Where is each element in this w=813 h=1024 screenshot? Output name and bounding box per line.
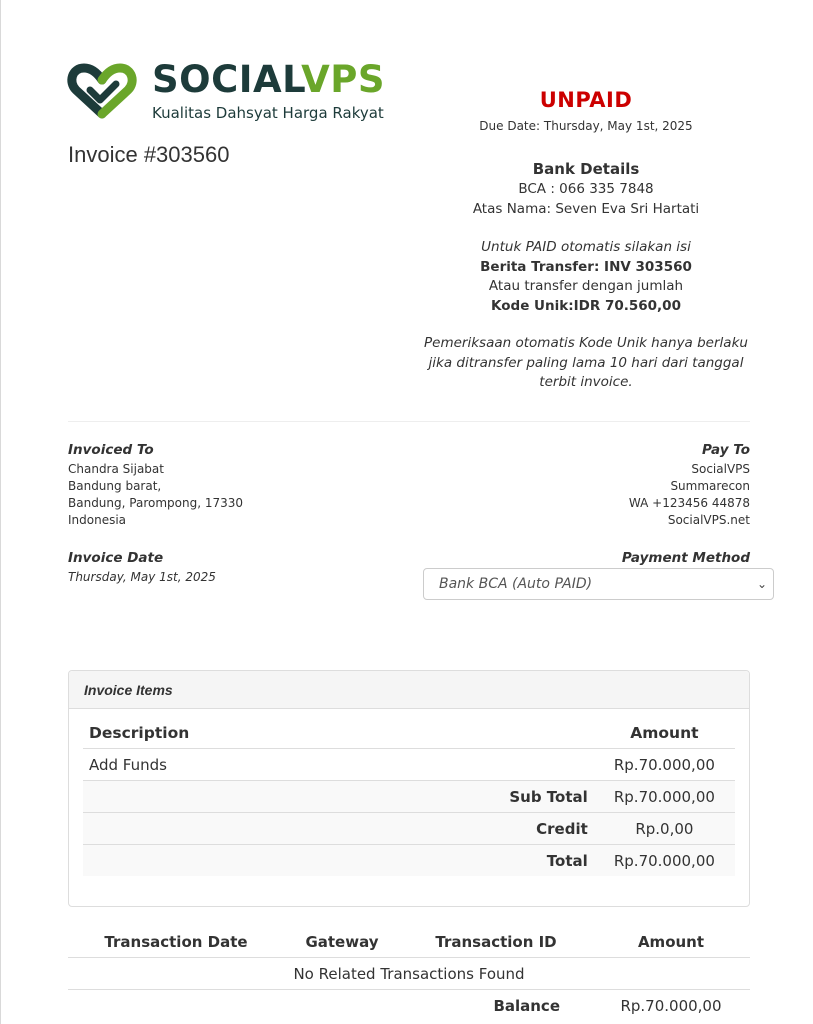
invoice-items-table bbox=[83, 717, 735, 876]
invoice-items-panel bbox=[68, 670, 750, 907]
invoiced-to-label: Invoiced To bbox=[68, 442, 154, 458]
notice-line-2: jika ditransfer paling lama 10 hari dari tanggal bbox=[428, 355, 744, 371]
bank-note-amount: Atau transfer dengan jumlah bbox=[488, 278, 684, 294]
divider bbox=[68, 421, 750, 422]
total-value: Rp.70.000,00 bbox=[594, 845, 735, 877]
pay-to-address: SocialVPS Summarecon WA +123456 44878 SocialVPS.net bbox=[628, 462, 750, 527]
credit-label: Credit bbox=[83, 813, 594, 845]
payment-method-label: Payment Method bbox=[621, 550, 750, 566]
pay-to-label: Pay To bbox=[702, 442, 750, 458]
subtotal-value: Rp.70.000,00 bbox=[594, 781, 735, 813]
table-header-row bbox=[83, 717, 735, 749]
subtotal-label: Sub Total bbox=[83, 781, 594, 813]
invoice-date-value: Thursday, May 1st, 2025 bbox=[68, 570, 216, 584]
panel-title: Invoice Items bbox=[84, 682, 173, 698]
bank-account: BCA : 066 335 7848 bbox=[518, 181, 654, 197]
chevron-down-icon: ⌄ bbox=[756, 577, 767, 591]
due-date: Due Date: Thursday, May 1st, 2025 bbox=[479, 119, 693, 133]
total-row bbox=[83, 845, 735, 877]
transaction-amount-header: Amount bbox=[637, 932, 705, 951]
brand-name: SOCIALVPS bbox=[152, 58, 386, 101]
page-border bbox=[0, 0, 1, 1024]
brand-logo bbox=[66, 58, 406, 126]
balance-label: Balance bbox=[68, 990, 592, 1022]
total-label: Total bbox=[83, 845, 594, 877]
amount-header: Amount bbox=[630, 723, 699, 742]
transaction-id-header: Transaction ID bbox=[435, 932, 557, 951]
empty-row bbox=[68, 958, 750, 990]
heart-logo-icon bbox=[66, 62, 138, 122]
notice-line-1: Pemeriksaan otomatis Kode Unik hanya berlaku bbox=[424, 335, 748, 351]
notice-line-3: terbit invoice. bbox=[539, 374, 633, 390]
status-badge: UNPAID bbox=[539, 88, 633, 112]
no-transactions-message: No Related Transactions Found bbox=[68, 958, 750, 990]
credit-row bbox=[83, 813, 735, 845]
table-row bbox=[83, 749, 735, 781]
unique-code: Kode Unik:IDR 70.560,00 bbox=[491, 298, 681, 314]
balance-row bbox=[68, 990, 750, 1022]
invoice-date-label: Invoice Date bbox=[68, 550, 164, 566]
panel-header bbox=[69, 671, 749, 709]
transfer-reference: Berita Transfer: INV 303560 bbox=[480, 259, 692, 275]
invoiced-to-address: Chandra Sijabat Bandung barat, Bandung, Parompong, 17330 Indonesia bbox=[68, 462, 244, 527]
item-description: Add Funds bbox=[83, 749, 594, 781]
gateway-header: Gateway bbox=[305, 932, 379, 951]
transaction-date-header: Transaction Date bbox=[104, 932, 248, 951]
balance-value: Rp.70.000,00 bbox=[592, 990, 750, 1022]
transactions-header-row bbox=[68, 926, 750, 958]
transactions-table bbox=[68, 926, 750, 1021]
bank-details-title: Bank Details bbox=[532, 160, 640, 178]
brand-tagline: Kualitas Dahsyat Harga Rakyat bbox=[152, 104, 384, 122]
bank-holder: Atas Nama: Seven Eva Sri Hartati bbox=[472, 201, 700, 217]
subtotal-row bbox=[83, 781, 735, 813]
item-amount: Rp.70.000,00 bbox=[594, 749, 735, 781]
payment-method-select[interactable] bbox=[423, 568, 774, 600]
payment-method-value: Bank BCA (Auto PAID) bbox=[439, 576, 593, 592]
bank-note: Untuk PAID otomatis silakan isi bbox=[481, 239, 691, 255]
credit-value: Rp.0,00 bbox=[594, 813, 735, 845]
description-header: Description bbox=[89, 723, 190, 742]
page-title: Invoice #303560 bbox=[68, 142, 230, 167]
